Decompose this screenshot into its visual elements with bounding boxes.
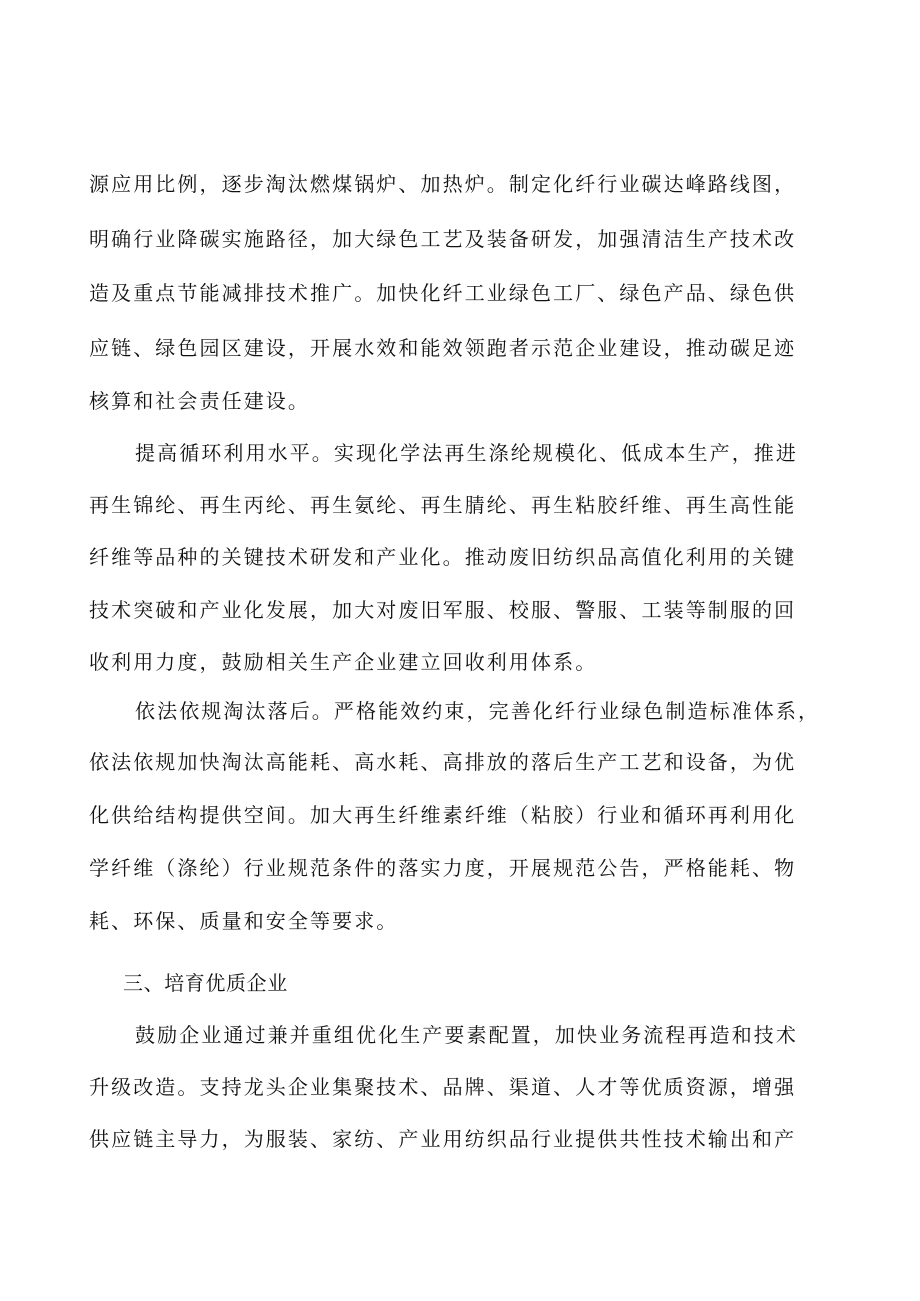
paragraph-line: 鼓励企业通过兼并重组优化生产要素配置，加快业务流程再造和技术 (135, 1023, 798, 1047)
paragraph-line: 源应用比例，逐步淘汰燃煤锅炉、加热炉。制定化纤行业碳达峰路线图， (89, 172, 797, 196)
paragraph-line: 依法依规淘汰落后。严格能效约束，完善化纤行业绿色制造标准体系， (135, 699, 821, 723)
paragraph-line: 造及重点节能减排技术推广。加快化纤工业绿色工厂、绿色产品、绿色供 (89, 281, 797, 305)
paragraph-line: 核算和社会责任建设。 (89, 389, 310, 413)
section-heading: 三、培育优质企业 (123, 971, 288, 995)
paragraph-line: 纤维等品种的关键技术研发和产业化。推动废旧纺织品高值化利用的关键 (89, 545, 797, 569)
paragraph-line: 再生锦纶、再生丙纶、再生氨纶、再生腈纶、再生粘胶纤维、再生高性能 (89, 493, 797, 517)
paragraph-line: 技术突破和产业化发展，加大对废旧军服、校服、警服、工装等制服的回 (89, 598, 797, 622)
paragraph-line: 应链、绿色园区建设，开展水效和能效领跑者示范企业建设，推动碳足迹 (89, 336, 797, 360)
paragraph-line: 收利用力度，鼓励相关生产企业建立回收利用体系。 (89, 650, 598, 674)
paragraph-line: 升级改造。支持龙头企业集聚技术、品牌、渠道、人才等优质资源，增强 (89, 1075, 797, 1099)
paragraph-line: 供应链主导力，为服装、家纺、产业用纺织品行业提供共性技术输出和产 (89, 1127, 797, 1151)
paragraph-line: 提高循环利用水平。实现化学法再生涤纶规模化、低成本生产，推进 (135, 441, 798, 465)
paragraph-line: 依法依规加快淘汰高能耗、高水耗、高排放的落后生产工艺和设备，为优 (89, 750, 797, 774)
paragraph-line: 明确行业降碳实施路径，加大绿色工艺及装备研发，加强清洁生产技术改 (89, 227, 797, 251)
paragraph-line: 耗、环保、质量和安全等要求。 (89, 909, 399, 933)
paragraph-line: 学纤维（涤纶）行业规范条件的落实力度，开展规范公告，严格能耗、物 (89, 856, 797, 880)
paragraph-line: 化供给结构提供空间。加大再生纤维素纤维（粘胶）行业和循环再利用化 (89, 803, 797, 827)
